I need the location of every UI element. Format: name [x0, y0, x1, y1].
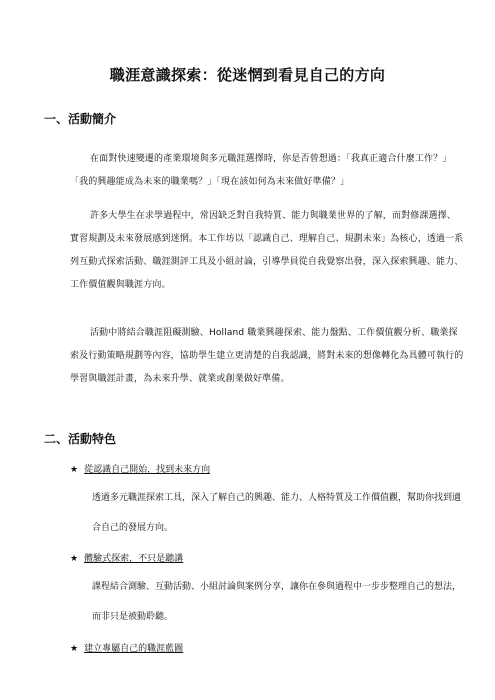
star-icon: ★ [70, 644, 79, 654]
feature-title-3: 建立專屬自己的職涯藍圖 [84, 644, 184, 654]
intro-paragraph-1 [70, 148, 465, 194]
feature-title-1: 從認識自己開始，找到未來方向 [84, 465, 211, 475]
section-heading-features: 二、活動特色 [44, 432, 117, 446]
feature-desc-1: 透過多元職涯探索工具，深入了解自己的興趣、能力、人格特質及工作價值觀，幫助你找到適合自己的發展方向。 [92, 493, 462, 533]
star-icon: ★ [70, 465, 79, 475]
intro-paragraph-3-text: 活動中將結合職涯阻礙測驗、Holland 職業興趣探索、能力盤點、工作價值觀分析、職業探索及行動策略規劃等內容，協助學生建立更清楚的自我認識，將對未來的想像轉化為具體可執行的學習與職涯計畫，為未來升學、就業或創業做好準備。 [70, 328, 464, 384]
section-heading-intro: 一、活動簡介 [44, 112, 117, 126]
intro-paragraph-2 [70, 205, 465, 297]
intro-paragraph-2-text: 許多大學生在求學過程中，常因缺乏對自我特質、能力與職業世界的了解，而對修課選擇、實習規劃及未來發展感到迷惘。本工作坊以「認識自己、理解自己、規劃未來」為核心，透過一系列互動式探索活動、職涯測評工具及小組討論，引導學員從自我覺察出發，深入探索興趣、能力、工作價值觀與職涯方向。 [70, 211, 464, 290]
feature-desc-2: 課程結合測驗、互動活動、小組討論與案例分享，讓你在參與過程中一步步整理自己的想法，而非只是被動聆聽。 [92, 582, 462, 622]
feature-item-2 [70, 551, 183, 564]
document-title: 職涯意識探索：從迷惘到看見自己的方向 [109, 66, 386, 84]
feature-item-1 [70, 462, 210, 475]
intro-paragraph-3 [70, 322, 465, 391]
feature-title-2: 體驗式探索，不只是聽講 [84, 554, 184, 564]
intro-paragraph-1-text: 在面對快速變遷的產業環境與多元職涯選擇時，你是否曾想過：「我真正適合什麼工作？」「我的興趣能成為未來的職業嗎？」「現在該如何為未來做好準備？」 [70, 154, 452, 187]
feature-item-3 [70, 641, 183, 654]
star-icon: ★ [70, 554, 79, 564]
